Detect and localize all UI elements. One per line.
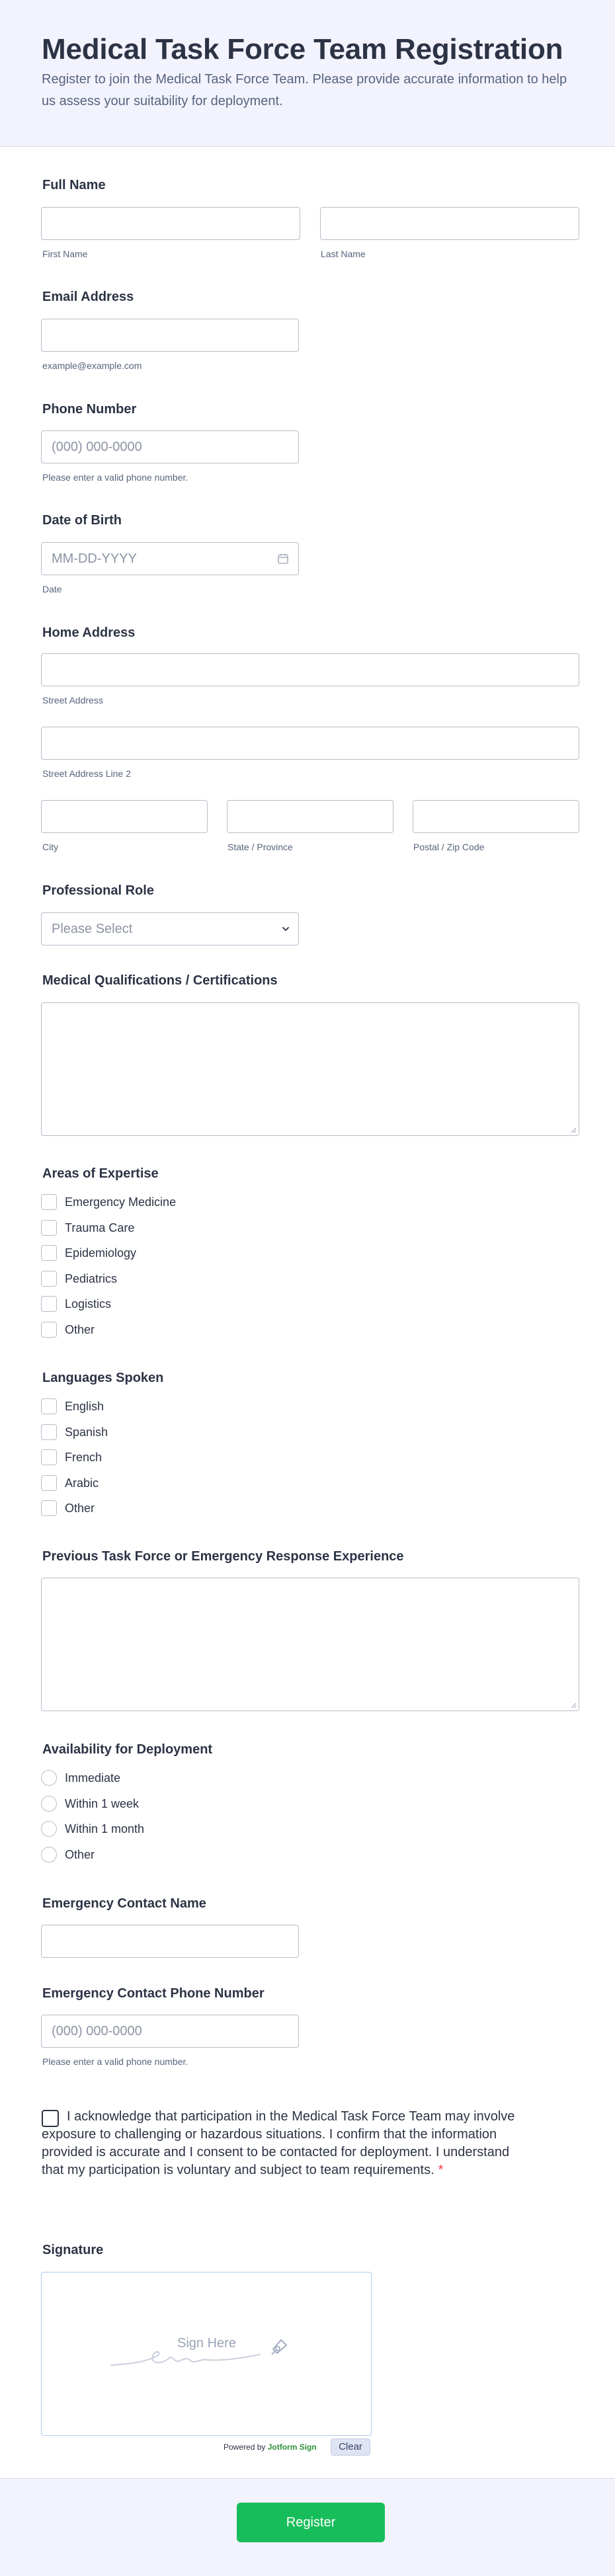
emergency-phone-label: Emergency Contact Phone Number — [42, 1986, 265, 2001]
powered-by-text: Powered by Jotform Sign — [224, 2442, 317, 2452]
languages-option-label: Arabic — [65, 1476, 99, 1490]
street-address-input[interactable] — [41, 653, 579, 686]
radio-button[interactable] — [41, 1770, 57, 1786]
role-select[interactable] — [41, 912, 299, 946]
phone-label: Phone Number — [42, 402, 137, 417]
expertise-option-label: Trauma Care — [65, 1221, 135, 1234]
experience-label: Previous Task Force or Emergency Response Experience — [42, 1549, 404, 1564]
expertise-option-label: Other — [65, 1322, 95, 1336]
checkbox[interactable] — [41, 1500, 57, 1516]
checkbox[interactable] — [41, 1398, 57, 1414]
form-header — [0, 0, 615, 147]
consent-checkbox-row[interactable] — [42, 2108, 518, 2179]
chevron-down-icon — [281, 924, 290, 934]
required-asterisk: * — [438, 2163, 444, 2177]
register-button[interactable]: Register — [237, 2503, 385, 2542]
dob-sublabel: Date — [42, 584, 62, 594]
last-name-input[interactable] — [320, 207, 579, 240]
expertise-label: Areas of Expertise — [42, 1166, 159, 1181]
zip-input[interactable] — [413, 800, 579, 833]
radio-button[interactable] — [41, 1796, 57, 1812]
emergency-phone-sublabel: Please enter a valid phone number. — [42, 2056, 188, 2067]
expertise-option-label: Logistics — [65, 1297, 112, 1310]
languages-label: Languages Spoken — [42, 1371, 164, 1385]
state-input[interactable] — [227, 800, 393, 833]
checkbox[interactable] — [41, 1194, 57, 1210]
consent-checkbox[interactable] — [42, 2110, 59, 2127]
languages-option-label: Spanish — [65, 1425, 108, 1439]
qualifications-textarea[interactable] — [41, 1002, 579, 1136]
emergency-name-label: Emergency Contact Name — [42, 1896, 206, 1911]
first-name-sublabel: First Name — [42, 249, 88, 259]
languages-option-label: French — [65, 1451, 102, 1464]
languages-option-label: Other — [65, 1502, 95, 1515]
radio-button[interactable] — [41, 1821, 57, 1837]
qualifications-label: Medical Qualifications / Certifications — [42, 973, 278, 988]
city-input[interactable] — [41, 800, 208, 833]
expertise-option-label: Pediatrics — [65, 1271, 118, 1285]
role-label: Professional Role — [42, 883, 154, 898]
checkbox[interactable] — [41, 1322, 57, 1338]
availability-option-label: Immediate — [65, 1771, 121, 1785]
signature-label: Signature — [42, 2243, 104, 2257]
emergency-name-input[interactable] — [41, 1925, 299, 1958]
consent-text: I acknowledge that participation in the Medical Task Force Team may involve exposure to challenging or hazardous situations. I confirm that the information provided is accurate and I consent to be contacted for deployment. I understand that my participation is voluntary and subject to team requirements. — [42, 2109, 515, 2177]
experience-textarea[interactable] — [41, 1578, 579, 1711]
address-label: Home Address — [42, 625, 136, 640]
availability-option-label: Within 1 month — [65, 1822, 145, 1835]
phone-input[interactable] — [41, 430, 299, 463]
form-footer — [0, 2478, 615, 2576]
checkbox[interactable] — [41, 1245, 57, 1261]
checkbox[interactable] — [41, 1449, 57, 1465]
phone-sublabel: Please enter a valid phone number. — [42, 472, 188, 483]
role-placeholder: Please Select — [52, 922, 133, 936]
last-name-sublabel: Last Name — [321, 249, 366, 259]
clear-signature-button[interactable]: Clear — [331, 2438, 370, 2456]
email-sublabel: example@example.com — [42, 360, 142, 371]
city-sublabel: City — [42, 842, 59, 852]
checkbox[interactable] — [41, 1220, 57, 1236]
emergency-phone-placeholder: (000) 000-0000 — [52, 2024, 142, 2038]
dob-input[interactable] — [41, 542, 299, 575]
pen-icon — [268, 2335, 290, 2357]
availability-option-label: Within 1 week — [65, 1796, 140, 1810]
checkbox[interactable] — [41, 1475, 57, 1491]
jotform-sign-brand: Jotform Sign — [267, 2442, 317, 2452]
checkbox[interactable] — [41, 1296, 57, 1312]
full-name-label: Full Name — [42, 178, 106, 192]
signature-pad[interactable] — [41, 2272, 372, 2436]
expertise-option-label: Emergency Medicine — [65, 1195, 177, 1209]
calendar-icon[interactable] — [277, 553, 289, 565]
resize-grip-icon[interactable] — [571, 1703, 577, 1709]
email-label: Email Address — [42, 290, 134, 304]
street-address-2-sublabel: Street Address Line 2 — [42, 768, 131, 779]
first-name-input[interactable] — [41, 207, 300, 240]
availability-label: Availability for Deployment — [42, 1742, 213, 1757]
state-sublabel: State / Province — [227, 842, 293, 852]
checkbox[interactable] — [41, 1424, 57, 1440]
street-address-sublabel: Street Address — [42, 695, 103, 705]
zip-sublabel: Postal / Zip Code — [413, 842, 485, 852]
dob-label: Date of Birth — [42, 513, 122, 528]
availability-option-label: Other — [65, 1847, 95, 1861]
form-description: Register to join the Medical Task Force Team. Please provide accurate information to help us assess your suitability for deployment. — [42, 72, 567, 108]
resize-grip-icon[interactable] — [571, 1127, 577, 1133]
emergency-phone-input[interactable] — [41, 2015, 299, 2048]
form-title: Medical Task Force Team Registration — [42, 33, 563, 65]
street-address-2-input[interactable] — [41, 727, 579, 760]
checkbox[interactable] — [41, 1271, 57, 1287]
dob-placeholder: MM-DD-YYYY — [52, 551, 137, 566]
languages-option-label: English — [65, 1400, 104, 1413]
radio-button[interactable] — [41, 1847, 57, 1863]
email-field[interactable] — [41, 319, 299, 352]
expertise-option-label: Epidemiology — [65, 1246, 137, 1260]
phone-placeholder: (000) 000-0000 — [52, 440, 142, 454]
signature-hint: Sign Here — [177, 2336, 236, 2351]
